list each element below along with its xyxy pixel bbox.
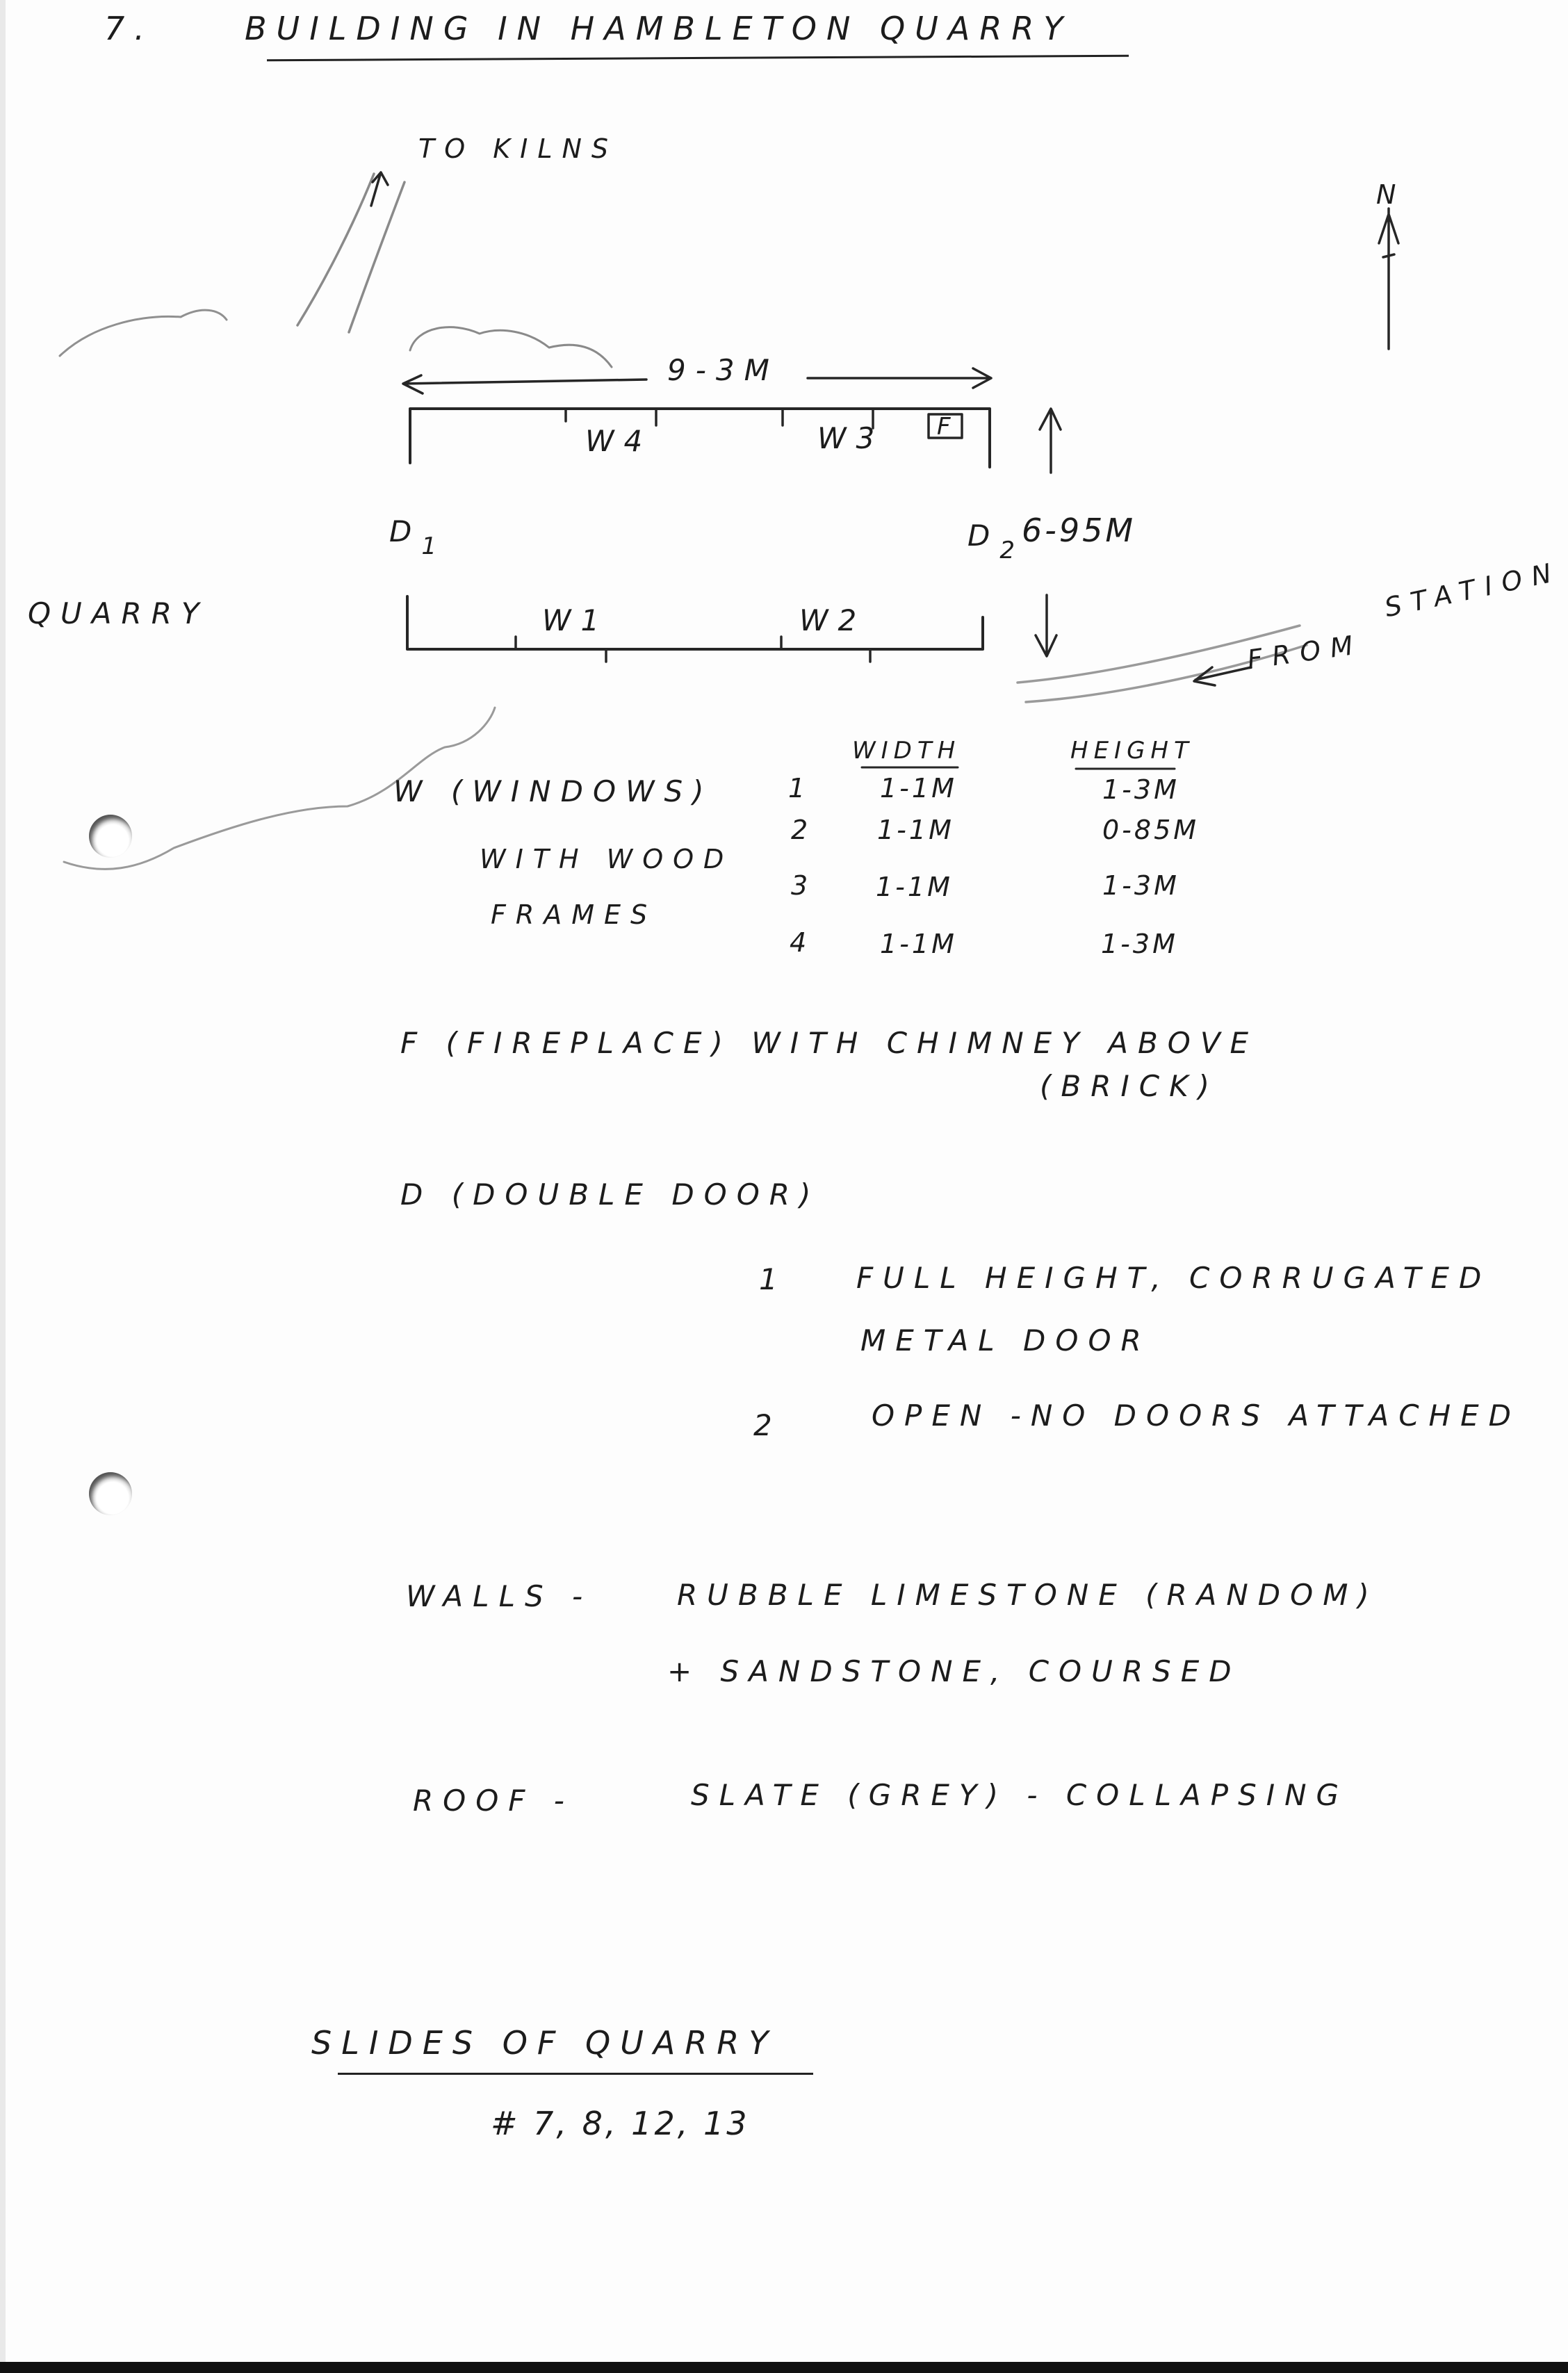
- window-row-4-height: 1-3M: [1101, 929, 1178, 959]
- window-row-1-height: 1-3M: [1102, 774, 1179, 805]
- kilns-track-right: [349, 182, 405, 332]
- page-bottom-edge: [0, 2362, 1568, 2373]
- station-label: STATION: [1382, 555, 1564, 623]
- page-title: BUILDING IN HAMBLETON QUARRY: [245, 10, 1073, 47]
- slides-numbers: # 7, 8, 12, 13: [491, 2105, 750, 2142]
- north-wall: [410, 409, 990, 467]
- door-item-1-number: 1: [759, 1262, 787, 1296]
- fireplace-note-line-2: (BRICK): [1040, 1069, 1220, 1103]
- walls-label: WALLS -: [406, 1579, 593, 1613]
- window-row-4-number: 4: [790, 927, 817, 958]
- height-column-header: HEIGHT: [1070, 737, 1194, 765]
- north-wall-w4: [566, 409, 656, 425]
- windows-note-2: FRAMES: [491, 899, 658, 930]
- window-w1-label: W1: [542, 603, 610, 637]
- slides-underline: [338, 2073, 813, 2075]
- windows-label: W (WINDOWS): [393, 774, 714, 808]
- length-dimension-right: [808, 368, 991, 388]
- page-number: 7.: [104, 10, 154, 47]
- north-label: N: [1376, 179, 1406, 210]
- slides-title: SLIDES OF QUARRY: [311, 2024, 778, 2062]
- door-item-1-line-2: METAL DOOR: [860, 1323, 1151, 1357]
- window-w2-label: W2: [799, 603, 867, 637]
- roof-text: SLATE (GREY) - COLLAPSING: [691, 1778, 1349, 1812]
- window-row-3-height: 1-3M: [1102, 870, 1179, 901]
- window-row-2-width: 1-1M: [877, 815, 954, 845]
- depth-dimension-bottom: [1036, 595, 1056, 656]
- window-row-4-width: 1-1M: [880, 929, 957, 959]
- door-2-label: $D_2$: [967, 519, 1020, 564]
- kilns-track-left: [297, 174, 374, 325]
- door-item-2-line-1: OPEN -NO DOORS ATTACHED: [872, 1398, 1521, 1433]
- width-column-header: WIDTH: [852, 737, 961, 765]
- depth-dimension-top: [1040, 409, 1061, 473]
- depth-label: 6-95M: [1022, 512, 1136, 549]
- walls-line-1: RUBBLE LIMESTONE (RANDOM): [677, 1578, 1379, 1612]
- south-wall: [407, 596, 983, 649]
- length-label: 9-3M: [667, 353, 779, 387]
- window-row-1-width: 1-1M: [880, 773, 957, 804]
- fireplace-plan-label: F: [937, 413, 956, 441]
- walls-line-2: + SANDSTONE, COURSED: [667, 1654, 1241, 1688]
- window-row-2-height: 0-85M: [1102, 815, 1200, 845]
- window-row-3-width: 1-1M: [876, 872, 953, 902]
- to-kilns-label: TO KILNS: [418, 133, 619, 164]
- length-dimension-left: [403, 375, 646, 393]
- from-label: FROM: [1245, 628, 1365, 676]
- fireplace-note-line-1: F (FIREPLACE) WITH CHIMNEY ABOVE: [400, 1026, 1259, 1060]
- double-door-label: D (DOUBLE DOOR): [400, 1177, 821, 1212]
- window-row-3-number: 3: [791, 870, 818, 901]
- window-w3-label: W3: [817, 421, 885, 455]
- roof-label: ROOF -: [413, 1784, 574, 1818]
- quarry-edge-left: [60, 310, 227, 356]
- door-item-1-line-1: FULL HEIGHT, CORRUGATED: [856, 1261, 1492, 1295]
- quarry-edge-top: [410, 327, 612, 367]
- quarry-label: QUARRY: [28, 596, 209, 630]
- door-1-label: $D_1$: [389, 514, 442, 560]
- windows-note-1: WITH WOOD: [480, 844, 734, 874]
- window-row-1-number: 1: [788, 773, 815, 804]
- north-arrow-icon: [1379, 209, 1398, 349]
- door-item-2-number: 2: [753, 1408, 782, 1442]
- window-row-2-number: 2: [791, 815, 818, 845]
- window-w4-label: W4: [585, 424, 653, 458]
